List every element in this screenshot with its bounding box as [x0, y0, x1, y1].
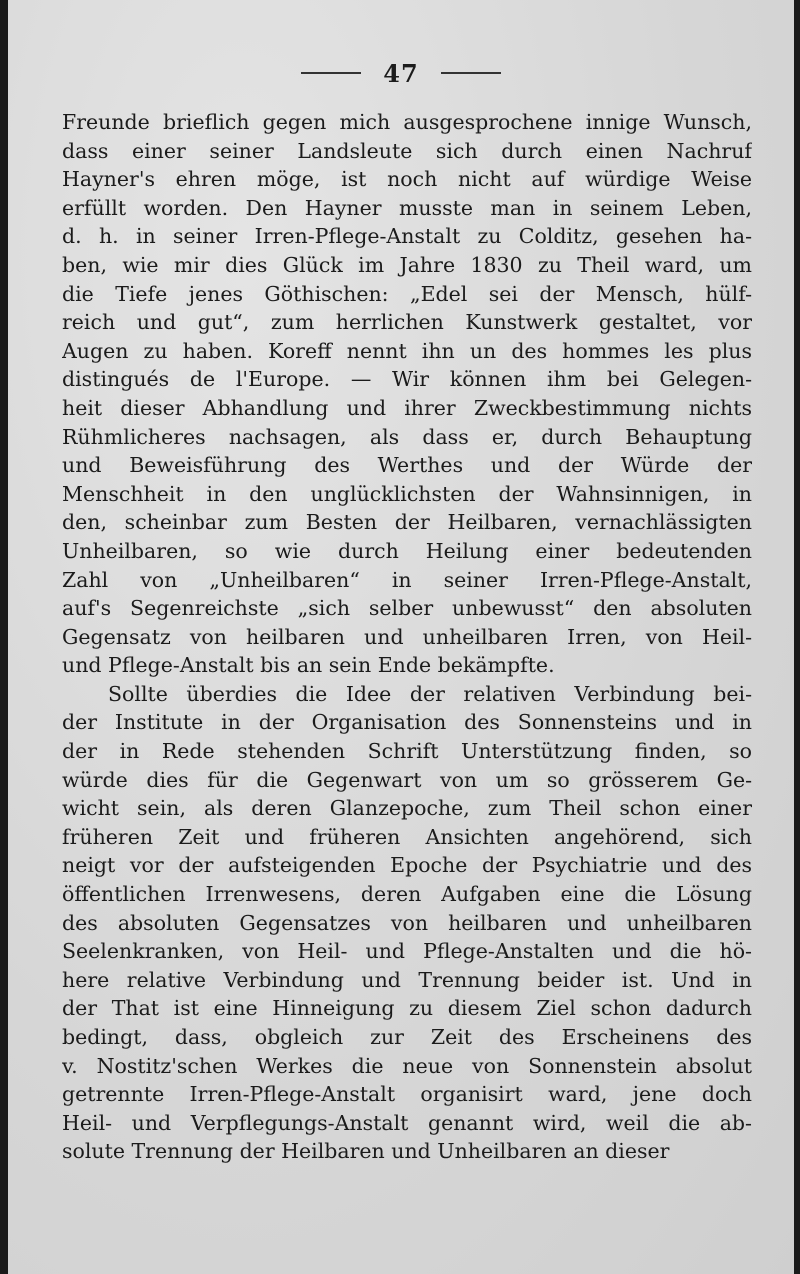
text-line: neigt vor der aufsteigenden Epoche der Psychiatrie und des — [62, 853, 752, 878]
text-line: reich und gut“, zum herrlichen Kunstwerk gestaltet, vor — [62, 310, 752, 335]
paragraph — [62, 108, 752, 680]
text-line: dass einer seiner Landsleute sich durch einen Nachruf — [62, 138, 752, 163]
text-line: d. h. in seiner Irren-Pflege-Anstalt zu Colditz, gesehen ha- — [62, 224, 752, 249]
text-line: Seelenkranken, von Heil- und Pflege-Anstalten und die hö- — [62, 939, 752, 964]
text-line: solute Trennung der Heilbaren und Unheilbaren an dieser — [62, 1139, 670, 1164]
text-line: Rühmlicheres nachsagen, als dass er, durch Behauptung — [62, 424, 752, 449]
page-header — [8, 58, 794, 88]
text-line: distingués de l'Europe. — Wir können ihm bei Gelegen- — [62, 367, 752, 392]
text-line: den, scheinbar zum Besten der Heilbaren, vernachlässigten — [62, 510, 752, 535]
text-line: getrennte Irren-Pflege-Anstalt organisirt ward, jene doch — [62, 1082, 752, 1107]
text-line: here relative Verbindung und Trennung beider ist. Und in — [62, 967, 752, 992]
page-number: 47 — [383, 58, 419, 88]
text-line: Augen zu haben. Koreff nennt ihn un des hommes les plus — [62, 338, 752, 363]
text-line: Heil- und Verpflegungs-Anstalt genannt wird, weil die ab- — [62, 1110, 752, 1135]
text-line: v. Nostitz'schen Werkes die neue von Sonnenstein absolut — [62, 1053, 752, 1078]
paragraph — [62, 680, 752, 1166]
text-line: der Institute in der Organisation des Sonnensteins und in — [62, 710, 752, 735]
text-line: der in Rede stehenden Schrift Unterstützung finden, so — [62, 739, 752, 764]
text-line: früheren Zeit und früheren Ansichten angehörend, sich — [62, 824, 752, 849]
text-line: öffentlichen Irrenwesens, deren Aufgaben eine die Lösung — [62, 882, 752, 907]
text-line: der That ist eine Hinneigung zu diesem Ziel schon dadurch — [62, 996, 752, 1021]
text-line: bedingt, dass, obgleich zur Zeit des Erscheinens des — [62, 1025, 752, 1049]
text-line: würde dies für die Gegenwart von um so grösserem Ge- — [62, 767, 752, 792]
text-line: Zahl von „Unheilbaren“ in seiner Irren-Pflege-Anstalt, — [62, 567, 752, 592]
text-line: ben, wie mir dies Glück im Jahre 1830 zu Theil ward, um — [62, 252, 752, 277]
header-rule-right — [441, 72, 501, 74]
text-line: Hayner's ehren möge, ist noch nicht auf würdige Weise — [62, 167, 752, 192]
text-line: und Beweisführung des Werthes und der Würde der — [62, 453, 752, 478]
text-line: des absoluten Gegensatzes von heilbaren und unheilbaren — [62, 910, 752, 935]
text-line: Menschheit in den unglücklichsten der Wahnsinnigen, in — [62, 481, 752, 506]
text-line: und Pflege-Anstalt bis an sein Ende bekämpfte. — [62, 653, 555, 678]
text-line: Gegensatz von heilbaren und unheilbaren Irren, von Heil- — [62, 624, 752, 649]
text-line: Freunde brieflich gegen mich ausgesprochene innige Wunsch, — [62, 110, 752, 134]
book-page — [8, 0, 794, 1274]
text-line: wicht sein, als deren Glanzepoche, zum Theil schon einer — [62, 796, 752, 821]
text-line: erfüllt worden. Den Hayner musste man in seinem Leben, — [62, 195, 752, 220]
text-line: auf's Segenreichste „sich selber unbewusst“ den absoluten — [62, 596, 752, 621]
text-line: heit dieser Abhandlung und ihrer Zweckbestimmung nichts — [62, 395, 752, 420]
header-rule-left — [301, 72, 361, 74]
text-line: Unheilbaren, so wie durch Heilung einer bedeutenden — [62, 538, 752, 563]
text-line: die Tiefe jenes Göthischen: „Edel sei der Mensch, hülf- — [62, 281, 752, 306]
body-text — [62, 108, 752, 1166]
text-line: Sollte überdies die Idee der relativen Verbindung bei- — [108, 681, 752, 706]
